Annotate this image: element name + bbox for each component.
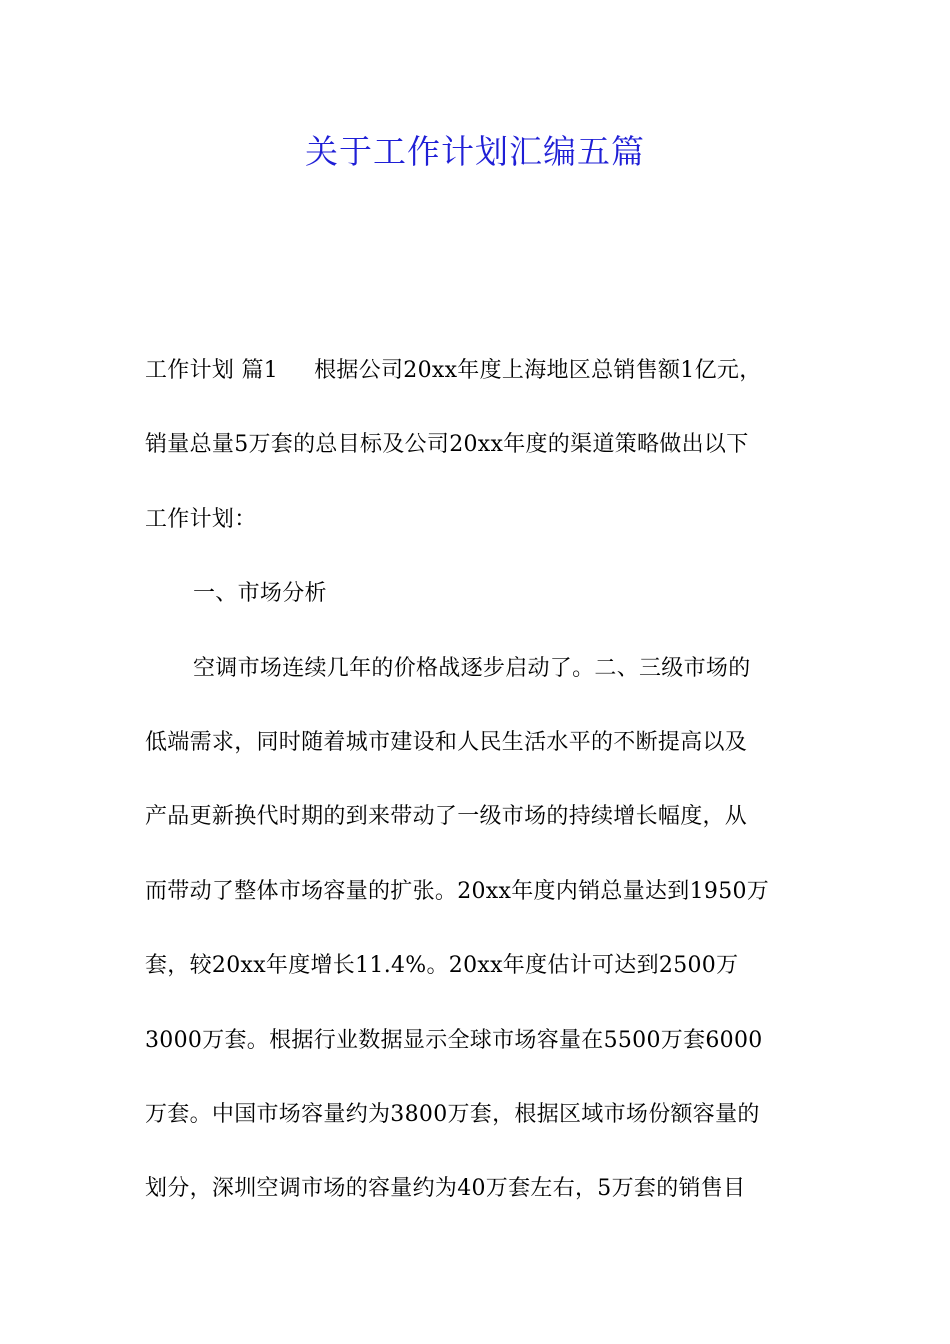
body-line-5: 空调市场连续几年的价格战逐步启动了。二、三级市场的 <box>193 655 751 681</box>
body-line-9: 套，较20xx年度增长11.4%。20xx年度估计可达到2500万 <box>145 953 739 979</box>
section-heading: 一、市场分析 <box>193 581 327 607</box>
document-title: 关于工作计划汇编五篇 <box>305 132 645 171</box>
body-line-2: 销量总量5万套的总目标及公司20xx年度的渠道策略做出以下 <box>145 432 749 458</box>
body-line-11: 万套。中国市场容量约为3800万套，根据区域市场份额容量的 <box>145 1102 760 1128</box>
document-body <box>145 334 810 1227</box>
body-line-10: 3000万套。根据行业数据显示全球市场容量在5500万套6000 <box>145 1027 763 1053</box>
body-line-1 <box>145 334 810 408</box>
body-line-12: 划分，深圳空调市场的容量约为40万套左右，5万套的销售目 <box>145 1176 746 1202</box>
body-line-6: 低端需求，同时随着城市建设和人民生活水平的不断提高以及 <box>145 730 748 756</box>
body-text-1: 根据公司20xx年度上海地区总销售额1亿元， <box>314 358 762 383</box>
body-line-8: 而带动了整体市场容量的扩张。20xx年度内销总量达到1950万 <box>145 878 770 904</box>
section-label: 工作计划 篇1 <box>145 358 279 383</box>
body-line-7: 产品更新换代时期的到来带动了一级市场的持续增长幅度，从 <box>145 804 748 830</box>
body-line-3: 工作计划： <box>145 506 257 532</box>
